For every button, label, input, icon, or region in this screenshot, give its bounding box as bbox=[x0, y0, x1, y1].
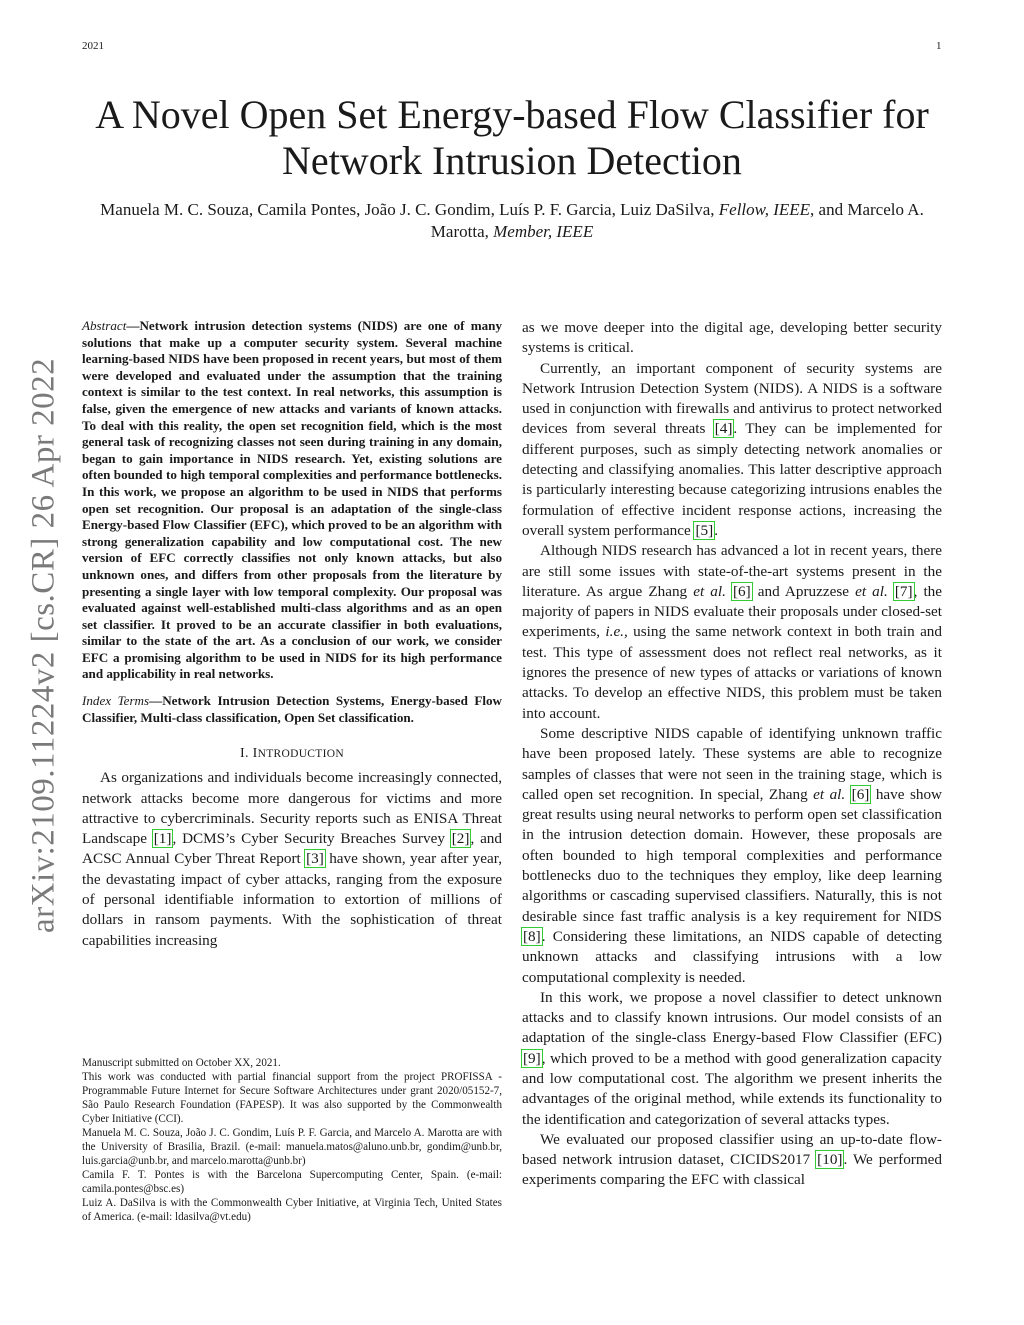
intro-text: As organizations and individuals become increasingly connected, network attacks become more dangerous for victims and more attractive to cybercriminals. Security reports such as ENISA Threat Landscape bbox=[82, 769, 502, 848]
footnote: This work was conducted with partial financial support from the project PROFISSA - Programmable Future Internet for Secure Software Architectures under grant 2020/05152-7, São Paulo Research Foundation (FAPESP). It was also supported by the Commonwealth Cyber Initiative (CCI). bbox=[82, 1071, 502, 1125]
citation-link[interactable]: [9] bbox=[523, 1049, 541, 1067]
paragraph-text: Currently, an important component of security systems are Network Intrusion Detection System (NIDS). A NIDS is a software used in conjunction with firewalls and antivirus to protect networked devices from several threats bbox=[522, 359, 942, 438]
left-column bbox=[82, 318, 502, 951]
citation-link[interactable]: [6] bbox=[851, 785, 870, 803]
paper-title: A Novel Open Set Energy-based Flow Classifier for Network Intrusion Detection bbox=[95, 92, 929, 183]
citation-link[interactable]: [10] bbox=[817, 1151, 843, 1169]
paragraph-text: . They can be implemented for different purposes, such as simply detecting network anomalies or detecting and classifying anomalies. This latter descriptive approach is particularly interesting because categorizing intrusions enables the formulation of effective incident response actions, increasing the overall system performance bbox=[522, 420, 942, 539]
footnote: Manuscript submitted on October XX, 2021. bbox=[82, 1057, 281, 1069]
footnote: Camila F. T. Pontes is with the Barcelona Supercomputing Center, Spain. (e-mail: camila.pontes@bsc.es) bbox=[82, 1169, 502, 1195]
abstract-label: Abstract bbox=[82, 318, 127, 333]
index-terms bbox=[82, 693, 502, 726]
author-role-fellow: Fellow, IEEE bbox=[718, 200, 811, 219]
paragraph-text: , the majority of papers in NIDS evaluate their proposals under closed-set experiments, bbox=[522, 582, 943, 641]
paragraph-text: , which proved to be a method with good generalization capacity and low computational cost. The algorithm we present inherits the advantages of the original method, while extends its functionality to the identification and categorization of several attacks types. bbox=[522, 1049, 942, 1128]
footnote: Manuela M. C. Souza, João J. C. Gondim, Luís P. F. Garcia, and Marcelo A. Marotta are with the University of Brasilia, Brazil. (e-mail: manuela.matos@aluno.unb.br, gondim@unb.br, luis.garcia@unb.br, and marcelo.marotta@unb.br) bbox=[82, 1127, 502, 1167]
abstract bbox=[82, 318, 502, 683]
italic-text: i.e., bbox=[605, 623, 628, 641]
author-role-member: Member, IEEE bbox=[493, 222, 594, 241]
index-terms-label: Index Terms bbox=[82, 693, 150, 709]
citation-link[interactable]: [8] bbox=[523, 927, 541, 945]
authors-text-2: , and Marcelo A. Marotta, bbox=[430, 200, 924, 241]
citation-link[interactable]: [5] bbox=[695, 521, 714, 539]
intro-text: , and ACSC Annual Cyber Threat Report bbox=[82, 830, 502, 868]
running-header-year: 2021 bbox=[82, 40, 104, 52]
paragraph-text: We evaluated our proposed classifier using an up-to-date flow-based network intrusion dataset, CICIDS2017 bbox=[522, 1130, 942, 1169]
paragraph bbox=[522, 1130, 942, 1191]
paragraph-text: . We performed experiments comparing the EFC with classical bbox=[522, 1151, 942, 1189]
intro-text: have shown, year after year, the devastating impact of cyber attacks, ranging from the exposure of personal identifiable information to extortion of millions of dollars in ransom payments. With the sophistication of threat capabilities increasing bbox=[82, 850, 502, 949]
paragraph-text: using the same network context in both train and test. This type of assessment does not reflect real networks, as it ignores the presence of new types of attacks or variations of known attacks. To develop an effective NIDS, this problem must be taken into account. bbox=[522, 623, 942, 722]
paragraph-text: . Considering these limitations, an NIDS capable of detecting unknown attacks and classifying intrusions with a low computational complexity is needed. bbox=[522, 927, 942, 986]
index-terms-text: —Network Intrusion Detection Systems, Energy-based Flow Classifier, Multi-class classification, Open Set classification. bbox=[82, 693, 503, 725]
italic-text: et al. bbox=[813, 785, 846, 803]
authors-text-1: Manuela M. C. Souza, Camila Pontes, João J. C. Gondim, Luís P. F. Garcia, Luiz DaSilva, bbox=[100, 200, 719, 219]
section-heading-introduction bbox=[82, 746, 502, 762]
arxiv-identifier: arXiv:2109.11224v2 [cs.CR] 26 Apr 2022 bbox=[25, 357, 62, 933]
citation-link[interactable]: [2] bbox=[451, 830, 470, 848]
citation-link[interactable]: [1] bbox=[153, 830, 172, 848]
paragraph: as we move deeper into the digital age, developing better security systems is critical. bbox=[522, 319, 942, 357]
section-title-initial: I bbox=[252, 746, 258, 762]
paragraph-text: . bbox=[714, 521, 718, 539]
abstract-text: —Network intrusion detection systems (NIDS) are one of many solutions that make up a computer security system. Several machine learning-based NIDS have been proposed in recent years, but most of them were developed and evaluated under the assumption that the training context is similar to the test context. In real networks, this assumption is false, given the emergence of new attacks and variants of known attacks. To deal with this reality, the open set recognition field, which is the most general task of recognizing classes not seen during training in any domain, began to gain importance in NIDS research. Yet, existing solutions are often bounded to high temporal complexities and performance bottlenecks. In this work, we propose an algorithm to be used in NIDS that performs open set recognition. Our proposal is an adaptation of the single-class Energy-based Flow Classifier (EFC), which proved to be an algorithm with strong generalization capability and low computational cost. The new version of EFC correctly classifies not only known attacks, but also unknown ones, and differs from other proposals from the literature by presenting a single layer with low temporal complexity. Our proposal was evaluated against well-established multi-class algorithms and as an open set classifier. It proved to be an accurate classifier in both evaluations, similar to the state of the art. As a conclusion of our work, we consider EFC a promising algorithm to be used in NIDS for its high performance and applicability in real networks. bbox=[82, 318, 502, 682]
section-number: I. bbox=[240, 746, 249, 762]
paragraph-text bbox=[845, 786, 850, 803]
italic-text: et al. bbox=[693, 582, 726, 600]
italic-text: et al. bbox=[855, 582, 888, 600]
paragraph bbox=[522, 724, 942, 988]
paragraph-text: In this work, we propose a novel classifier to detect unknown attacks and to classify known intrusions. Our model consists of an adaptation of the single-class Energy-based Flow Classifier (EFC) bbox=[522, 988, 942, 1047]
paragraph-text: Although NIDS research has advanced a lot in recent years, there are still some issues with state-of-the-art systems present in the literature. As argue Zhang bbox=[522, 542, 942, 600]
intro-text: , DCMS’s Cyber Security Breaches Survey bbox=[172, 830, 451, 848]
paragraph-text: and Apruzzese bbox=[751, 582, 856, 600]
paragraph-text: have show great results using neural networks to perform open set classification in the intrusion detection domain. However, these proposals are often bounded to high temporal complexities and performance bottlenecks duo to the techniques they employ, like deep learning algorithms or cascading supervised classifiers. Naturally, this is not desirable since fast traffic analysis is a key requirement for NIDS bbox=[522, 785, 943, 925]
right-column bbox=[522, 318, 942, 1191]
paragraph bbox=[522, 988, 942, 1130]
paragraph bbox=[522, 359, 942, 542]
paragraph bbox=[522, 541, 942, 724]
page-number: 1 bbox=[936, 40, 942, 52]
citation-link[interactable]: [6] bbox=[732, 582, 751, 600]
paragraph-text bbox=[888, 583, 894, 600]
footnote: Luiz A. DaSilva is with the Commonwealth Cyber Initiative, at Virginia Tech, United States of America. (e-mail: ldasilva@vt.edu) bbox=[82, 1197, 502, 1223]
intro-paragraph-1 bbox=[82, 768, 502, 951]
paragraph-text: Some descriptive NIDS capable of identifying unknown traffic have been proposed lately. These systems are able to recognize samples of classes that were not seen in the training stage, which is called open set recognition. In special, Zhang bbox=[522, 724, 942, 803]
section-title-rest: NTRODUCTION bbox=[257, 748, 344, 761]
citation-link[interactable]: [7] bbox=[894, 582, 913, 600]
citation-link[interactable]: [4] bbox=[714, 420, 733, 438]
author-list bbox=[80, 199, 944, 243]
citation-link[interactable]: [3] bbox=[306, 850, 324, 868]
footnotes bbox=[82, 1056, 502, 1224]
